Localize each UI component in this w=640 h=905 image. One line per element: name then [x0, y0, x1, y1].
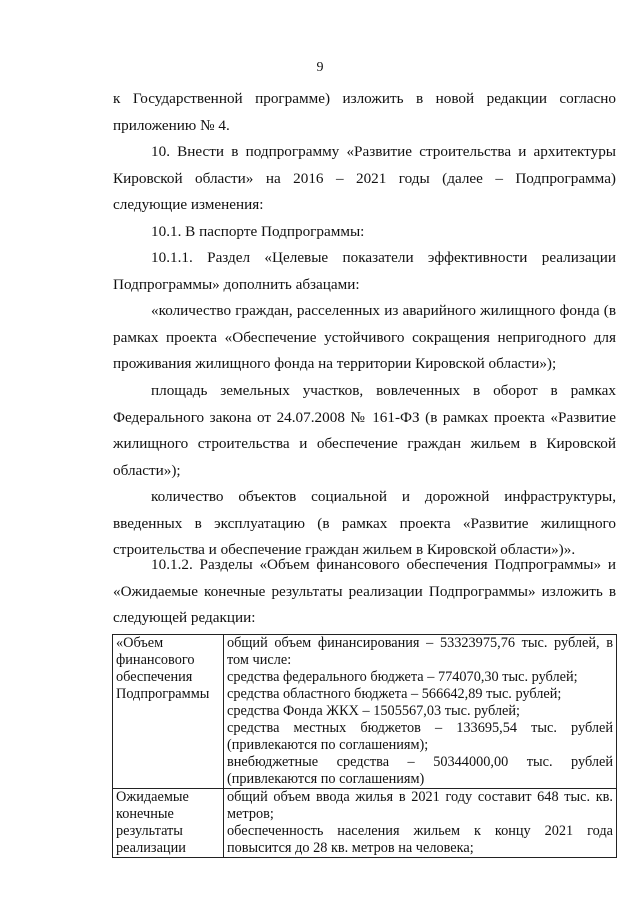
row2-line-2: обеспеченность населения жильем к концу 2021 года повысится до 28 кв. метров на человека;: [227, 823, 613, 856]
paragraph-6: площадь земельных участков, вовлеченных в оборот в рамках Федерального закона от 24.07.2008 № 161-ФЗ (в рамках проекта «Развитие жилищного строительства и обеспечение граждан жильем в Кировской области»);: [113, 382, 616, 479]
row2-line-1: общий объем ввода жилья в 2021 году составит 648 тыс. кв. метров;: [227, 789, 613, 822]
page-number: 9: [316, 60, 324, 75]
table-row: [113, 789, 617, 858]
paragraph-1: к Государственной программе) изложить в новой редакции согласно приложению № 4.: [113, 90, 616, 134]
paragraph-8: 10.1.2. Разделы «Объем финансового обеспечения Подпрограммы» и «Ожидаемые конечные результаты реализации Подпрограммы» изложить в следующей редакции:: [113, 556, 616, 627]
row1-line-3: средства областного бюджета – 566642,89 тыс. рублей;: [227, 686, 562, 702]
row1-line-4: средства Фонда ЖКХ – 1505567,03 тыс. рублей;: [227, 703, 521, 719]
row1-line-1: общий объем финансирования – 53323975,76 тыс. рублей, в том числе:: [227, 635, 613, 668]
row1-line-2: средства федерального бюджета – 774070,30 тыс. рублей;: [227, 669, 578, 685]
row1-label: «Объем финансового обеспечения Подпрограммы: [113, 635, 224, 789]
paragraph-2: 10. Внести в подпрограмму «Развитие строительства и архитектуры Кировской области» на 2016 – 2021 годы (далее – Подпрограмма) следующие изменения:: [113, 143, 616, 214]
paragraph-4: 10.1.1. Раздел «Целевые показатели эффективности реализации Подпрограммы» дополнить абзацами:: [113, 249, 616, 293]
paragraph-5: «количество граждан, расселенных из аварийного жилищного фонда (в рамках проекта «Обеспечение устойчивого сокращения непригодного для проживания жилищного фонда на территории Кировской области»);: [113, 302, 616, 373]
row2-label: Ожидаемые конечные результаты реализации: [113, 789, 224, 858]
paragraph-7: количество объектов социальной и дорожной инфраструктуры, введенных в эксплуатацию (в рамках проекта «Развитие жилищного строительства и обеспечение граждан жильем в Кировской области»)».: [113, 488, 616, 559]
row1-line-5: средства местных бюджетов – 133695,54 тыс. рублей (привлекаются по соглашениям);: [227, 720, 613, 753]
row2-value: [224, 789, 617, 858]
row1-line-6: внебюджетные средства – 50344000,00 тыс. рублей (привлекаются по соглашениям): [227, 754, 613, 787]
row1-value: [224, 635, 617, 789]
paragraph-3: 10.1. В паспорте Подпрограммы:: [151, 223, 365, 240]
financing-table: [112, 634, 617, 858]
table-row: [113, 635, 617, 789]
